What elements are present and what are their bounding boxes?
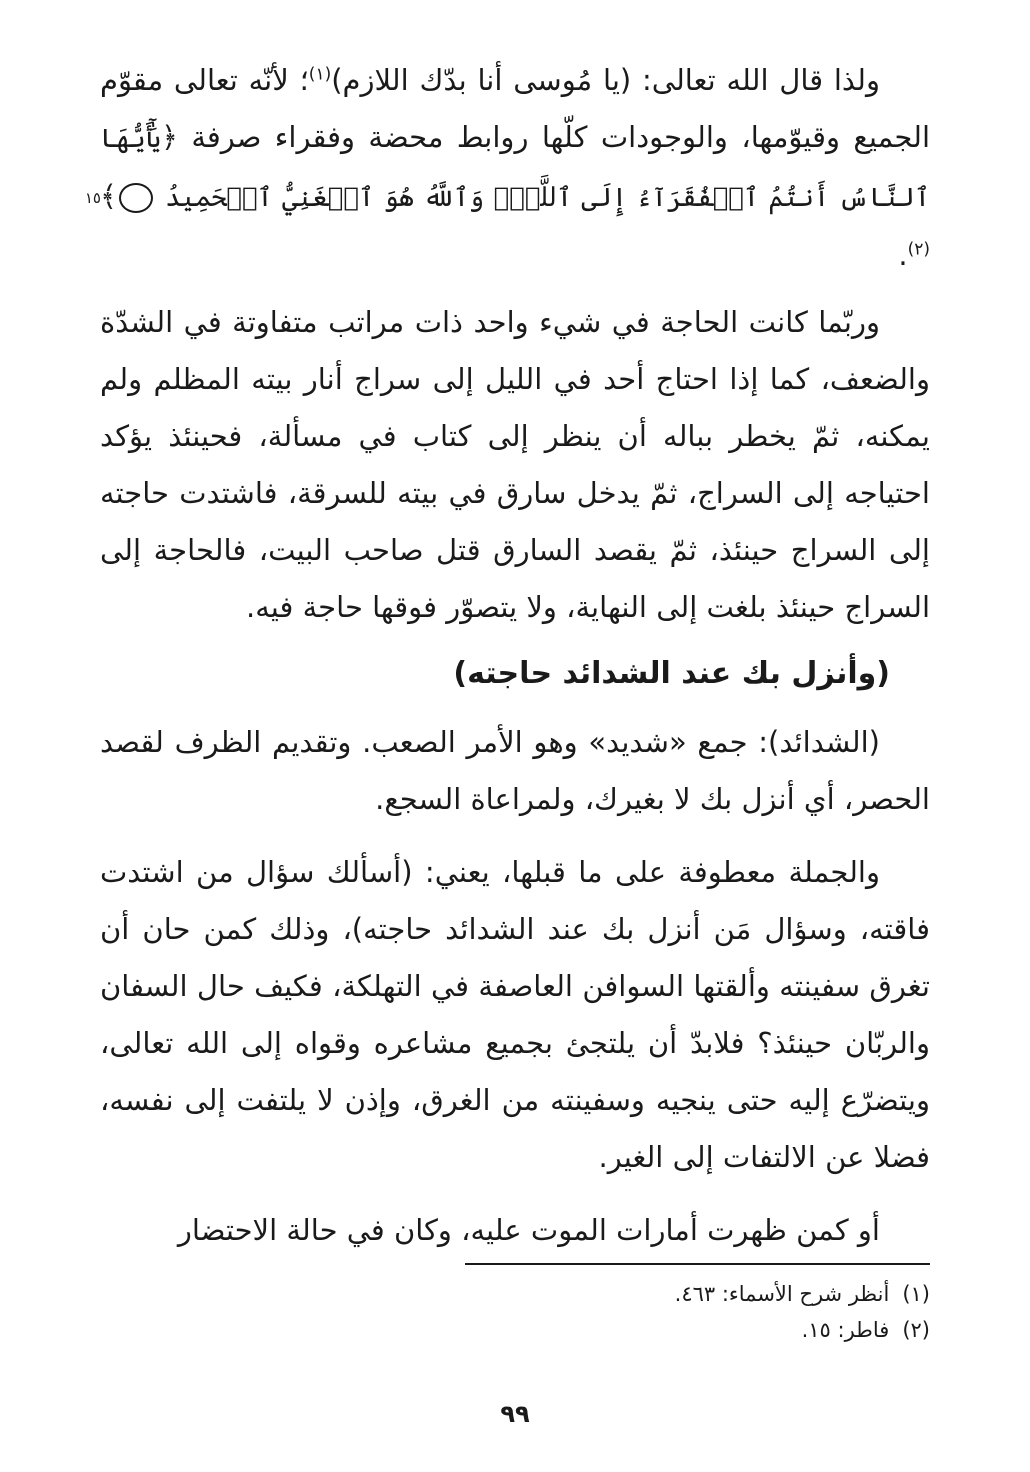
footnote-divider xyxy=(465,1263,930,1265)
section-heading: (وأنزل بك عند الشدائد حاجته) xyxy=(453,656,890,691)
footnote-1 xyxy=(100,1276,930,1312)
quran-verse: يَٰٓأَيُّهَا ٱلنَّاسُ أَنتُمُ ٱلۡفُقَرَآءُ إِلَى ٱللَّهِۖ وَٱللَّهُ هُوَ ٱلۡغَنِيُّ ٱلۡحَمِيدُ xyxy=(100,124,930,213)
paragraph-5: أو كمن ظهرت أمارات الموت عليه، وكان في حالة الاحتضار xyxy=(177,1213,880,1247)
paragraph-1-text-b: ؛ لأنّه تعالى مقوّم الجميع وقيوّمها، والوجودات كلّها روابط محضة وفقراء صرفة xyxy=(100,63,930,154)
paragraph-2: وربّما كانت الحاجة في شيء واحد ذات مراتب متفاوتة في الشدّة والضعف، كما إذا احتاج أحد في الليل إلى سراج أنار بيته المظلم ولم يمكنه، ثمّ يخطر بباله أن ينظر إلى كتاب في مسألة، فحينئذ يؤكد احتياجه إلى السراج، ثمّ يدخل سارق في بيته للسرقة، فاشتدت حاجته إلى السراج حينئذ، ثمّ يقصد السارق قتل صاحب البيت، فالحاجة إلى السراج حينئذ بلغت إلى النهاية، ولا يتصوّر فوقها حاجة فيه. xyxy=(100,305,930,624)
paragraph-3: (الشدائد): جمع «شديد» وهو الأمر الصعب. وتقديم الظرف لقصد الحصر، أي أنزل بك لا بغيرك، ولمراعاة السجع. xyxy=(100,725,930,816)
page-body xyxy=(84,52,930,1259)
footnotes xyxy=(100,1276,930,1348)
paragraph-1-text-a: ولذا قال الله تعالى: (يا مُوسى أنا بدّك اللازم) xyxy=(331,63,880,97)
footnote-1-number: (١) xyxy=(902,1282,930,1306)
footnote-2-number: (٢) xyxy=(902,1318,930,1342)
verse-open-bracket: ﴿ xyxy=(160,120,178,154)
footnote-2-text: فاطر: ١٥. xyxy=(801,1318,890,1342)
footnote-ref-1[interactable]: (١) xyxy=(308,64,332,85)
footnote-1-text: أنظر شرح الأسماء: ٤٦٣. xyxy=(674,1282,890,1306)
verse-close-bracket: ﴾ xyxy=(100,179,117,213)
ayah-number-marker: ١٥ xyxy=(119,183,153,213)
paragraph-1-end: . xyxy=(898,238,908,272)
page-number: ٩٩ xyxy=(500,1400,530,1428)
paragraph-1 xyxy=(84,52,930,284)
footnote-2 xyxy=(100,1312,930,1348)
footnote-ref-2[interactable]: (٢) xyxy=(907,239,930,260)
paragraph-4: والجملة معطوفة على ما قبلها، يعني: (أسألك سؤال من اشتدت فاقته، وسؤال مَن أنزل بك عند الشدائد حاجته)، وذلك كمن حان أن تغرق سفينته وألقتها السوافن العاصفة في التهلكة، فكيف حال السفان والربّان حينئذ؟ فلابدّ أن يلتجئ بجميع مشاعره وقواه إلى الله تعالى، ويتضرّع إليه حتى ينجيه وسفينته من الغرق، وإذن لا يلتفت إلى نفسه، فضلا عن الالتفات إلى الغير. xyxy=(100,855,930,1174)
